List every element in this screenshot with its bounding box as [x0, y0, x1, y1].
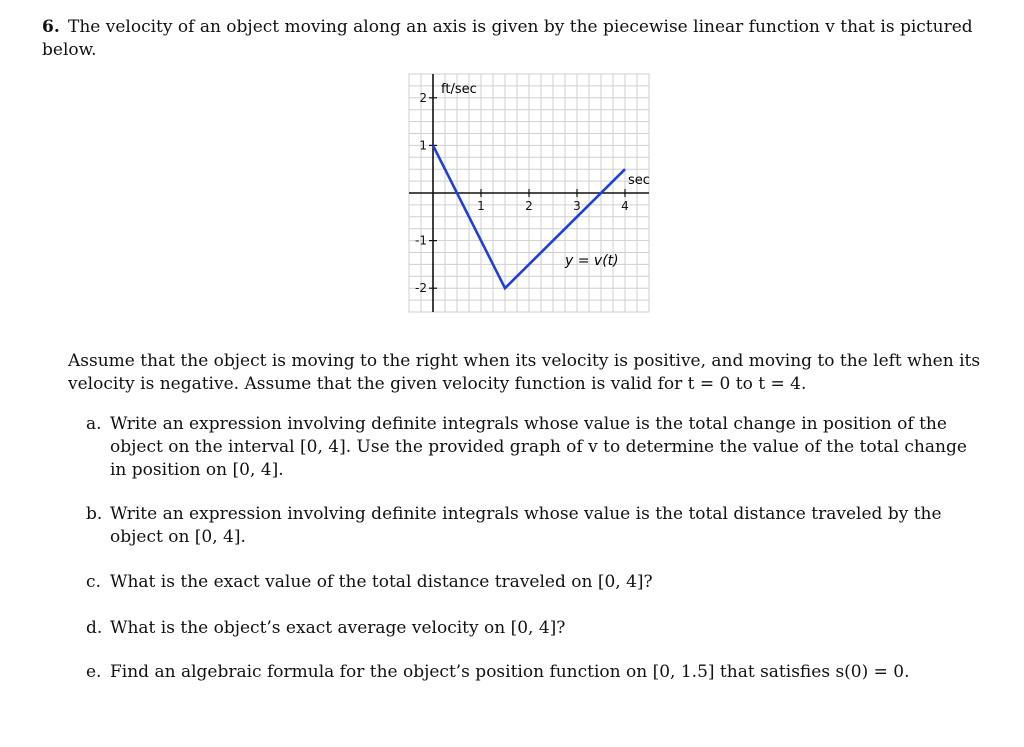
part-letter: e. — [86, 662, 102, 682]
part-letter: d. — [86, 618, 103, 638]
velocity-graph — [405, 70, 653, 316]
part-text: What is the object’s exact average velocity on [0, 4]? — [110, 618, 566, 638]
x-tick-label: 3 — [573, 199, 581, 213]
curve-label: y = v(t) — [565, 253, 619, 269]
x-axis-unit-label: sec — [628, 173, 650, 188]
part-a — [86, 413, 982, 482]
assumption-text: Assume that the object is moving to the right when its velocity is positive, and moving to the left when its velocity is negative. Assume that the given velocity function is valid for t = 0 to t = 4. — [68, 351, 981, 394]
part-c — [86, 571, 982, 594]
part-text: What is the exact value of the total distance traveled on [0, 4]? — [110, 572, 653, 592]
problem-number: 6. — [42, 17, 60, 37]
part-letter: c. — [86, 572, 101, 592]
part-d — [86, 617, 982, 640]
y-axis-unit-label: ft/sec — [441, 82, 477, 97]
part-text: Find an algebraic formula for the object’s position function on [0, 1.5] that satisfies s(0) = 0. — [110, 662, 910, 682]
velocity-graph-svg — [405, 70, 653, 316]
x-tick-label: 1 — [477, 199, 485, 213]
part-b — [86, 503, 982, 549]
y-tick-label: 2 — [419, 90, 427, 105]
problem-stem-text: The velocity of an object moving along an axis is given by the piecewise linear function v that is pictured below. — [42, 17, 973, 60]
y-tick-label: -1 — [415, 233, 427, 248]
x-tick-label: 4 — [621, 199, 629, 213]
y-tick-label: 1 — [419, 138, 427, 153]
y-tick-label: -2 — [415, 281, 427, 296]
problem-stem — [42, 16, 982, 62]
part-letter: a. — [86, 414, 102, 434]
part-letter: b. — [86, 504, 103, 524]
part-e — [86, 661, 982, 684]
x-tick-label: 2 — [525, 199, 533, 213]
part-text: Write an expression involving definite integrals whose value is the total distance traveled by the object on [0, 4]. — [110, 504, 942, 547]
part-text: Write an expression involving definite integrals whose value is the total change in position of the object on the interval [0, 4]. Use the provided graph of v to determine the value of the total change in position on [0, 4]. — [110, 414, 967, 480]
